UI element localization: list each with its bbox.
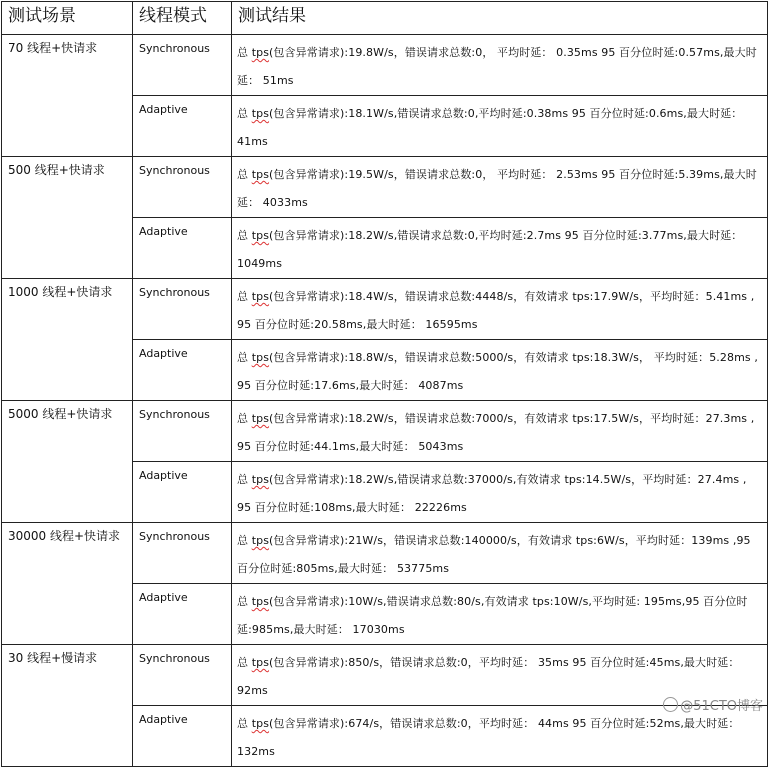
- mode-cell: Synchronous: [133, 401, 232, 462]
- result-cell: [232, 401, 768, 462]
- scene-cell: 30 线程+慢请求: [2, 645, 133, 767]
- result-pre: 总: [237, 46, 252, 59]
- result-pre: 总: [237, 107, 252, 120]
- results-table: [1, 1, 768, 767]
- table-row: [2, 35, 768, 96]
- result-pre: 总: [237, 534, 252, 547]
- result-tps: tps: [251, 46, 270, 59]
- result-post: (包含异常请求):18.2W/s,错误请求总数:37000/s,有效请求 tps:14.5W/s，平均时延：27.4ms , 95 百分位时延:108ms,最大时延： 22226ms: [237, 473, 747, 514]
- result-tps: tps: [251, 717, 270, 730]
- result-post: (包含异常请求):18.8W/s，错误请求总数:5000/s，有效请求 tps:18.3W/s， 平均时延：5.28ms , 95 百分位时延:17.6ms,最大时延： 4087ms: [237, 351, 758, 392]
- header-mode: 线程模式: [133, 2, 232, 35]
- mode-cell: Synchronous: [133, 35, 232, 96]
- result-cell: [232, 584, 768, 645]
- result-pre: 总: [237, 168, 252, 181]
- mode-cell: Adaptive: [133, 218, 232, 279]
- result-post: (包含异常请求):18.4W/s，错误请求总数:4448/s，有效请求 tps:17.9W/s，平均时延：5.41ms , 95 百分位时延:20.58ms,最大时延： 16595ms: [237, 290, 755, 331]
- watermark-logo-icon: [663, 697, 678, 712]
- result-tps: tps: [251, 595, 270, 608]
- result-tps: tps: [251, 534, 270, 547]
- mode-cell: Adaptive: [133, 462, 232, 523]
- scene-cell: 1000 线程+快请求: [2, 279, 133, 401]
- scene-cell: 500 线程+快请求: [2, 157, 133, 279]
- mode-cell: Synchronous: [133, 279, 232, 340]
- result-post: (包含异常请求):10W/s,错误请求总数:80/s,有效请求 tps:10W/s,平均时延: 195ms,95 百分位时延:985ms,最大时延： 17030ms: [237, 595, 748, 636]
- mode-cell: Adaptive: [133, 584, 232, 645]
- result-pre: 总: [237, 595, 252, 608]
- scene-cell: 5000 线程+快请求: [2, 401, 133, 523]
- result-tps: tps: [251, 168, 270, 181]
- result-pre: 总: [237, 229, 252, 242]
- table-row: [2, 279, 768, 340]
- result-tps: tps: [251, 107, 270, 120]
- result-cell: [232, 157, 768, 218]
- result-pre: 总: [237, 656, 252, 669]
- watermark: @51CTO博客: [663, 695, 763, 714]
- result-post: (包含异常请求):850/s，错误请求总数:0，平均时延： 35ms 95 百分位时延:45ms,最大时延： 92ms: [237, 656, 740, 697]
- table-row: [2, 523, 768, 584]
- result-tps: tps: [251, 290, 270, 303]
- result-cell: [232, 279, 768, 340]
- result-post: (包含异常请求):21W/s，错误请求总数:140000/s，有效请求 tps:6W/s，平均时延：139ms ,95 百分位时延:805ms,最大时延： 53775ms: [237, 534, 751, 575]
- result-tps: tps: [251, 229, 270, 242]
- result-cell: [232, 35, 768, 96]
- table-row: [2, 157, 768, 218]
- mode-cell: Adaptive: [133, 96, 232, 157]
- result-cell: [232, 218, 768, 279]
- result-tps: tps: [251, 656, 270, 669]
- table-row: [2, 401, 768, 462]
- result-tps: tps: [251, 412, 270, 425]
- result-cell: [232, 96, 768, 157]
- mode-cell: Synchronous: [133, 645, 232, 706]
- result-pre: 总: [237, 717, 252, 730]
- result-cell: [232, 706, 768, 767]
- result-post: (包含异常请求):674/s，错误请求总数:0，平均时延： 44ms 95 百分位时延:52ms,最大时延： 132ms: [237, 717, 740, 758]
- result-post: (包含异常请求):19.8W/s，错误请求总数:0， 平均时延： 0.35ms 95 百分位时延:0.57ms,最大时延： 51ms: [237, 46, 757, 87]
- result-pre: 总: [237, 412, 252, 425]
- result-cell: [232, 340, 768, 401]
- mode-cell: Adaptive: [133, 706, 232, 767]
- mode-cell: Synchronous: [133, 157, 232, 218]
- header-result: 测试结果: [232, 2, 768, 35]
- scene-cell: 70 线程+快请求: [2, 35, 133, 157]
- result-tps: tps: [251, 473, 270, 486]
- result-post: (包含异常请求):19.5W/s，错误请求总数:0， 平均时延： 2.53ms 95 百分位时延:5.39ms,最大时延： 4033ms: [237, 168, 757, 209]
- scene-cell: 30000 线程+快请求: [2, 523, 133, 645]
- header-scene: 测试场景: [2, 2, 133, 35]
- table-row: [2, 645, 768, 706]
- mode-cell: Adaptive: [133, 340, 232, 401]
- result-pre: 总: [237, 351, 252, 364]
- result-tps: tps: [251, 351, 270, 364]
- header-row: [2, 2, 768, 35]
- result-pre: 总: [237, 290, 252, 303]
- result-cell: [232, 462, 768, 523]
- result-post: (包含异常请求):18.1W/s,错误请求总数:0,平均时延:0.38ms 95 百分位时延:0.6ms,最大时延： 41ms: [237, 107, 743, 148]
- result-pre: 总: [237, 473, 252, 486]
- result-post: (包含异常请求):18.2W/s，错误请求总数:7000/s，有效请求 tps:17.5W/s，平均时延：27.3ms , 95 百分位时延:44.1ms,最大时延： 5043ms: [237, 412, 755, 453]
- mode-cell: Synchronous: [133, 523, 232, 584]
- result-cell: [232, 523, 768, 584]
- result-post: (包含异常请求):18.2W/s,错误请求总数:0,平均时延:2.7ms 95 百分位时延:3.77ms,最大时延： 1049ms: [237, 229, 743, 270]
